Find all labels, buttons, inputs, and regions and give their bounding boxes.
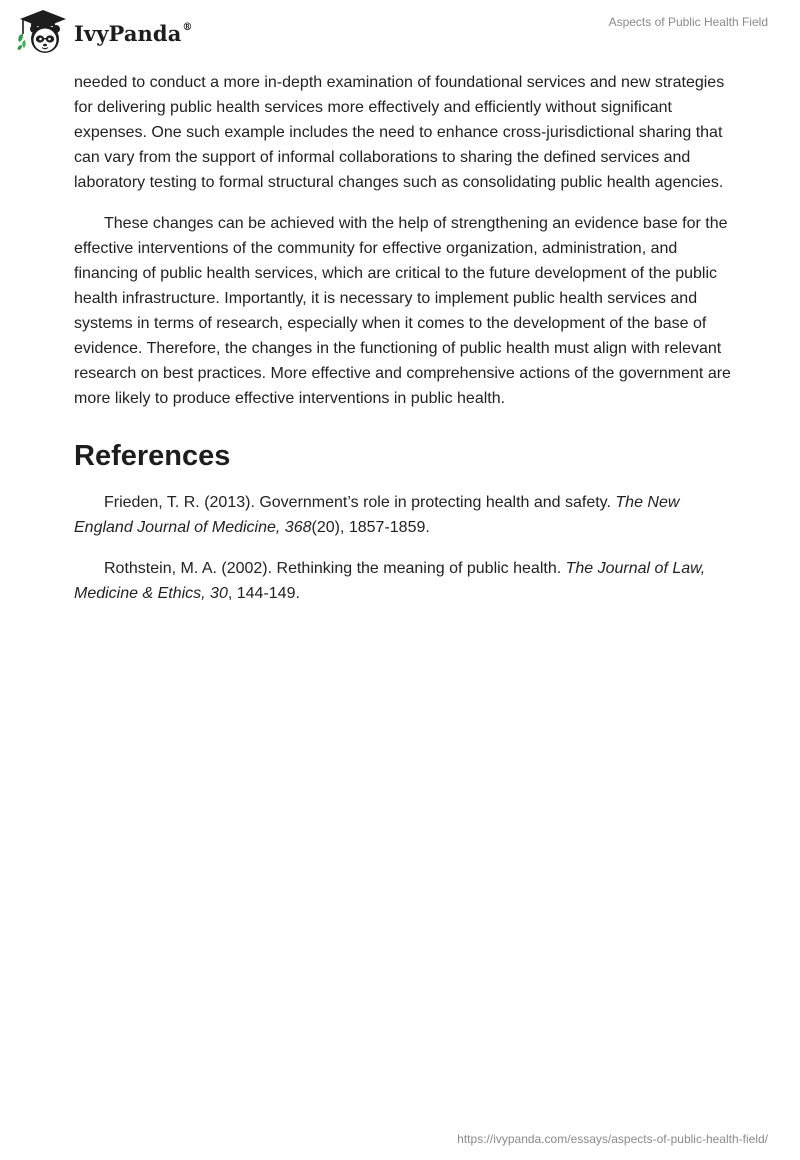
- ivypanda-logo[interactable]: [14, 8, 193, 56]
- reference-entry: Rothstein, M. A. (2002). Rethinking the meaning of public health. The Journal of Law, Medicine & Ethics, 30, 144-149.: [74, 560, 706, 602]
- body-paragraph: needed to conduct a more in-depth examination of foundational services and new strategies for delivering public health services more effectively and efficiently without significant expenses. One such example includes the need to enhance cross-jurisdictional sharing that can vary from the support of informal collaborations to sharing the defined services and laboratory testing to formal structural changes such as consolidating public health agencies.: [74, 74, 725, 191]
- body-paragraph: These changes can be achieved with the help of strengthening an evidence base for the effective interventions of the community for effective organization, administration, and financing of public health services, which are critical to the future development of the public health infrastructure. Importantly, it is necessary to implement public health services and systems in terms of research, especially when it comes to the development of the base of evidence. Therefore, the changes in the functioning of public health must align with relevant research on best practices. More effective and comprehensive actions of the government are more likely to produce effective interventions in public health.: [74, 215, 731, 407]
- brand-name: IvyPanda®: [74, 20, 193, 46]
- page-header: [0, 0, 800, 62]
- panda-graduate-icon: [14, 8, 72, 56]
- document-title: Aspects of Public Health Field: [608, 15, 768, 29]
- essay-content: [74, 70, 734, 606]
- source-url[interactable]: https://ivypanda.com/essays/aspects-of-public-health-field/: [457, 1132, 768, 1146]
- reference-entry: Frieden, T. R. (2013). Government’s role in protecting health and safety. The New England Journal of Medicine, 368(20), 1857-1859.: [74, 494, 680, 536]
- references-heading: References: [74, 440, 231, 472]
